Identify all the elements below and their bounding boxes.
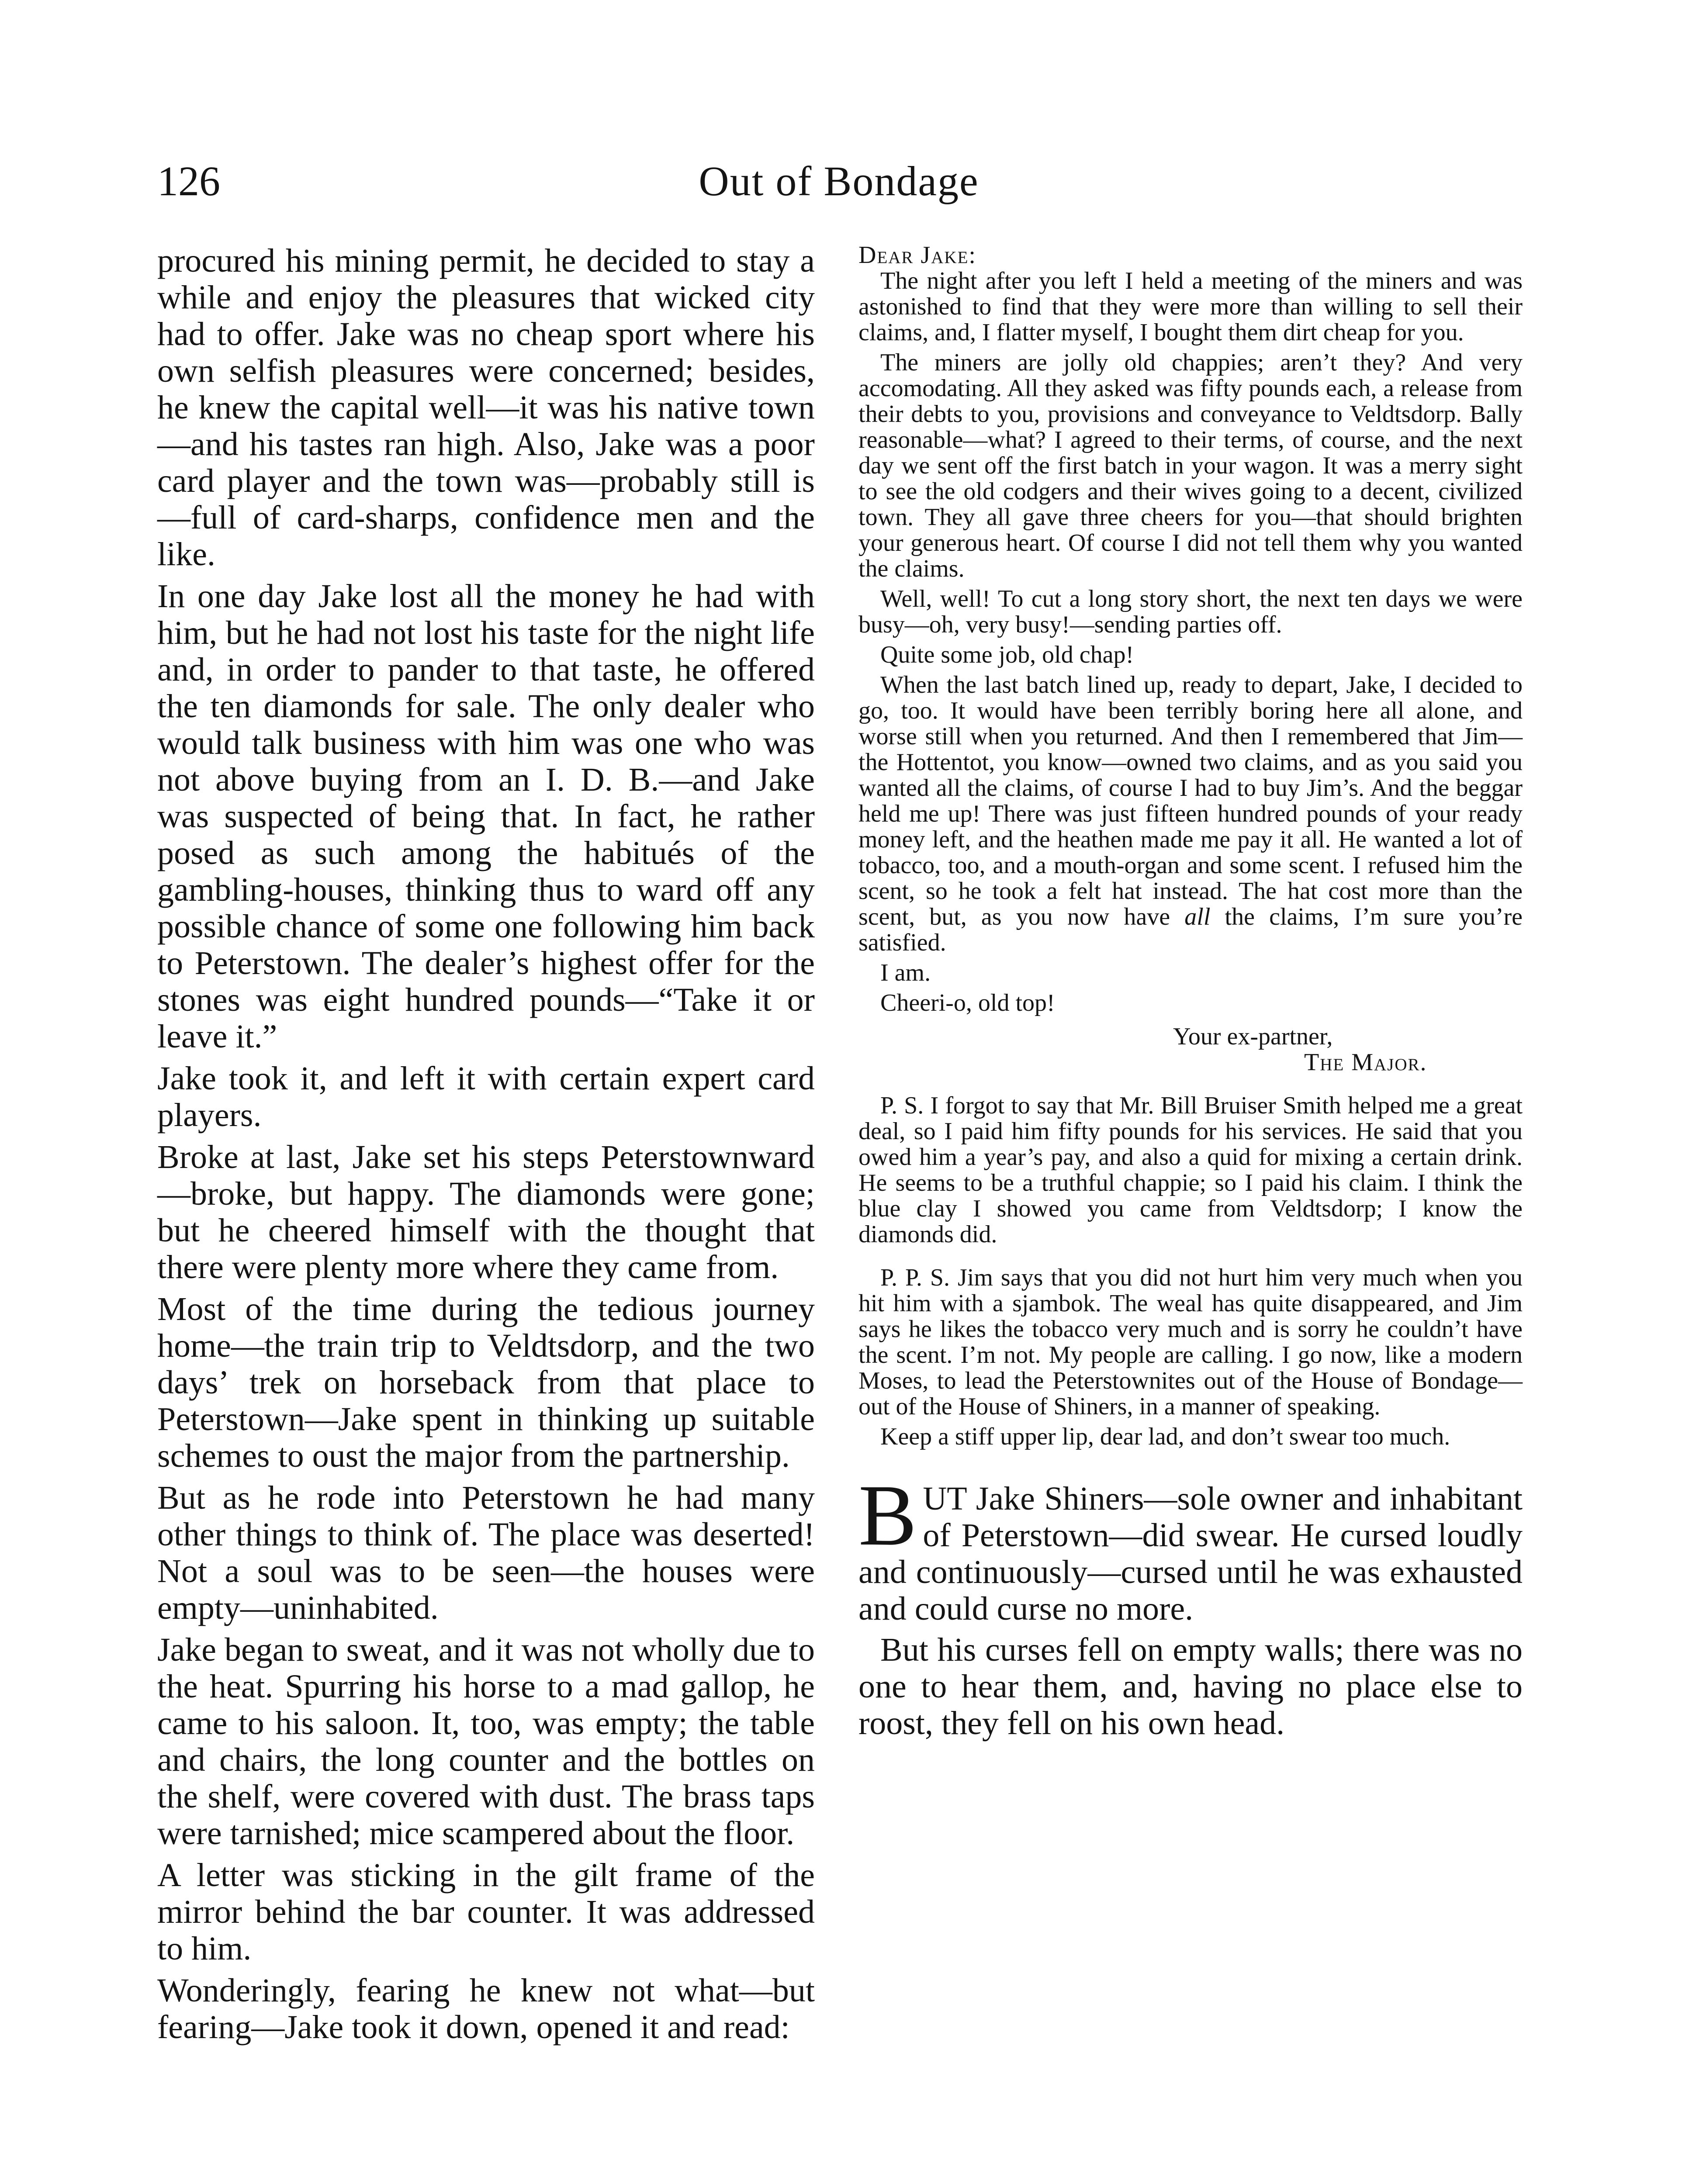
story-ending xyxy=(858,1467,1523,1742)
letter-paragraph: The miners are jolly old chappies; aren’t they? And very accomodating. All they asked was fifty pounds each, a release from their debts to you, provisions and conveyance to Veldtsdorp. Bally reasonable—what? I agreed to their terms, of course, and the next day we sent off the first batch in your wagon. It was a merry sight to see the old codgers and their wives going to a decent, civilized town. They all gave three cheers for you—that should brighten your generous heart. Of course I did not tell them why you wanted the claims. xyxy=(858,349,1523,582)
letter-final-line: Keep a stiff upper lip, dear lad, and don’t swear too much. xyxy=(880,1423,1450,1450)
running-title: Out of Bondage xyxy=(699,158,979,204)
letter-paragraph: Quite some job, old chap! xyxy=(880,641,1134,668)
letter-paragraph-text: When the last batch lined up, ready to depart, Jake, I decided to go, too. It would have been terribly boring here all alone, and worse still when you returned. And then I remembered that Jim—the Hottentot, you know—owned two claims, and as you said you wanted all the claims, of course I had to buy Jim’s. And the beggar held me up! There was just fifteen hundred pounds of your ready money left, and the heathen made me pay it all. He wanted a lot of tobacco, too, and a mouth-organ and some scent. I refused him the scent, so he took a felt hat instead. The hat cost more than the scent, but, as you now have xyxy=(858,671,1523,930)
letter-post-postscript: P. P. S. Jim says that you did not hurt him very much when you hit him with a sjambok. The weal has quite disappeared, and Jim says he likes the tobacco very much and is sorry he couldn’t have the scent. I’m not. My people are calling. I go now, like a modern Moses, to lead the Peterstownites out of the House of Bondage—out of the House of Shiners, in a manner of speaking. xyxy=(858,1264,1523,1420)
letter-signature-name: The Major. xyxy=(1304,1049,1427,1076)
story-paragraph: procured his mining permit, he decided to stay a while and enjoy the pleasures that wicked city had to offer. Jake was no cheap sport where his own selfish pleasures were concerned; besides, he knew the capital well—it was his native town—and his tastes ran high. Also, Jake was a poor card player and the town was—probably still is—full of card-sharps, confidence men and the like. xyxy=(157,242,815,573)
letter-paragraph: Well, well! To cut a long story short, the next ten days we were busy—oh, very busy!—sending parties off. xyxy=(858,585,1523,638)
letter-closing: Cheeri-o, old top! xyxy=(880,989,1055,1016)
letter-closing: I am. xyxy=(880,959,931,986)
ending-paragraph-text: UT Jake Shiners—sole owner and inhabitant of Peterstown—did swear. He cursed loudly and continuously—cursed until he was exhausted and could curse no more. xyxy=(858,1480,1523,1627)
letter-emphasis: all xyxy=(1184,903,1211,930)
story-paragraph: Jake began to sweat, and it was not wholly due to the heat. Spurring his horse to a mad gallop, he came to his saloon. It, too, was empty; the table and chairs, the long counter and the bottles on the shelf, were covered with dust. The brass taps were tarnished; mice scampered about the floor. xyxy=(157,1631,815,1852)
letter-salutation: Dear Jake: xyxy=(858,242,976,269)
right-column xyxy=(858,242,1523,1746)
page-header xyxy=(157,153,1520,210)
story-paragraph: In one day Jake lost all the money he had with him, but he had not lost his taste for the night life and, in order to pander to that taste, he offered the ten diamonds for sale. The only dealer who would talk business with him was one who was not above buying from an I. D. B.—and Jake was suspected of being that. In fact, he rather posed as such among the habitués of the gambling-houses, thinking thus to ward off any possible chance of some one following him back to Peterstown. The dealer’s highest offer for the stones was eight hundred pounds—“Take it or leave it.” xyxy=(157,578,815,1055)
ending-paragraph: But his curses fell on empty walls; there was no one to hear them, and, having no place else to roost, they fell on his own head. xyxy=(858,1631,1523,1742)
story-paragraph: A letter was sticking in the gilt frame of the mirror behind the bar counter. It was addressed to him. xyxy=(157,1857,815,1967)
letter-signature-line: Your ex-partner, xyxy=(1173,1023,1333,1050)
ending-paragraph xyxy=(858,1467,1523,1627)
page-number: 126 xyxy=(157,158,220,204)
story-paragraph: Broke at last, Jake set his steps Peterstownward—broke, but happy. The diamonds were gone; but he cheered himself with the thought that there were plenty more where they came from. xyxy=(157,1139,815,1286)
letter-postscript: P. S. I forgot to say that Mr. Bill Bruiser Smith helped me a great deal, so I paid him fifty pounds for his services. He said that you owed him a year’s pay, and also a quid for mixing a certain drink. He seems to be a truthful chappie; so I paid his claim. I think the blue clay I showed you came from Veldtsdorp; I know the diamonds did. xyxy=(858,1092,1523,1248)
left-column xyxy=(157,242,815,2049)
story-paragraph: Wonderingly, fearing he knew not what—but fearing—Jake took it down, opened it and read: xyxy=(157,1972,815,2046)
letter-paragraph-tail: the claims, I’m sure you’re satisfied. xyxy=(858,903,1523,956)
story-paragraph: Most of the time during the tedious journey home—the train trip to Veldtsdorp, and the two days’ trek on horseback from that place to Peterstown—Jake spent in thinking up suitable schemes to oust the major from the partnership. xyxy=(157,1291,815,1474)
letter xyxy=(858,242,1523,1450)
letter-paragraph: The night after you left I held a meeting of the miners and was astonished to find that they were more than willing to sell their claims, and, I flatter myself, I bought them dirt cheap for you. xyxy=(858,267,1523,346)
story-paragraph: But as he rode into Peterstown he had many other things to think of. The place was deserted! Not a soul was to be seen—the houses were empty—uninhabited. xyxy=(157,1479,815,1626)
story-paragraph: Jake took it, and left it with certain expert card players. xyxy=(157,1060,815,1133)
drop-cap: B xyxy=(858,1467,917,1564)
letter-paragraph xyxy=(858,672,1523,956)
